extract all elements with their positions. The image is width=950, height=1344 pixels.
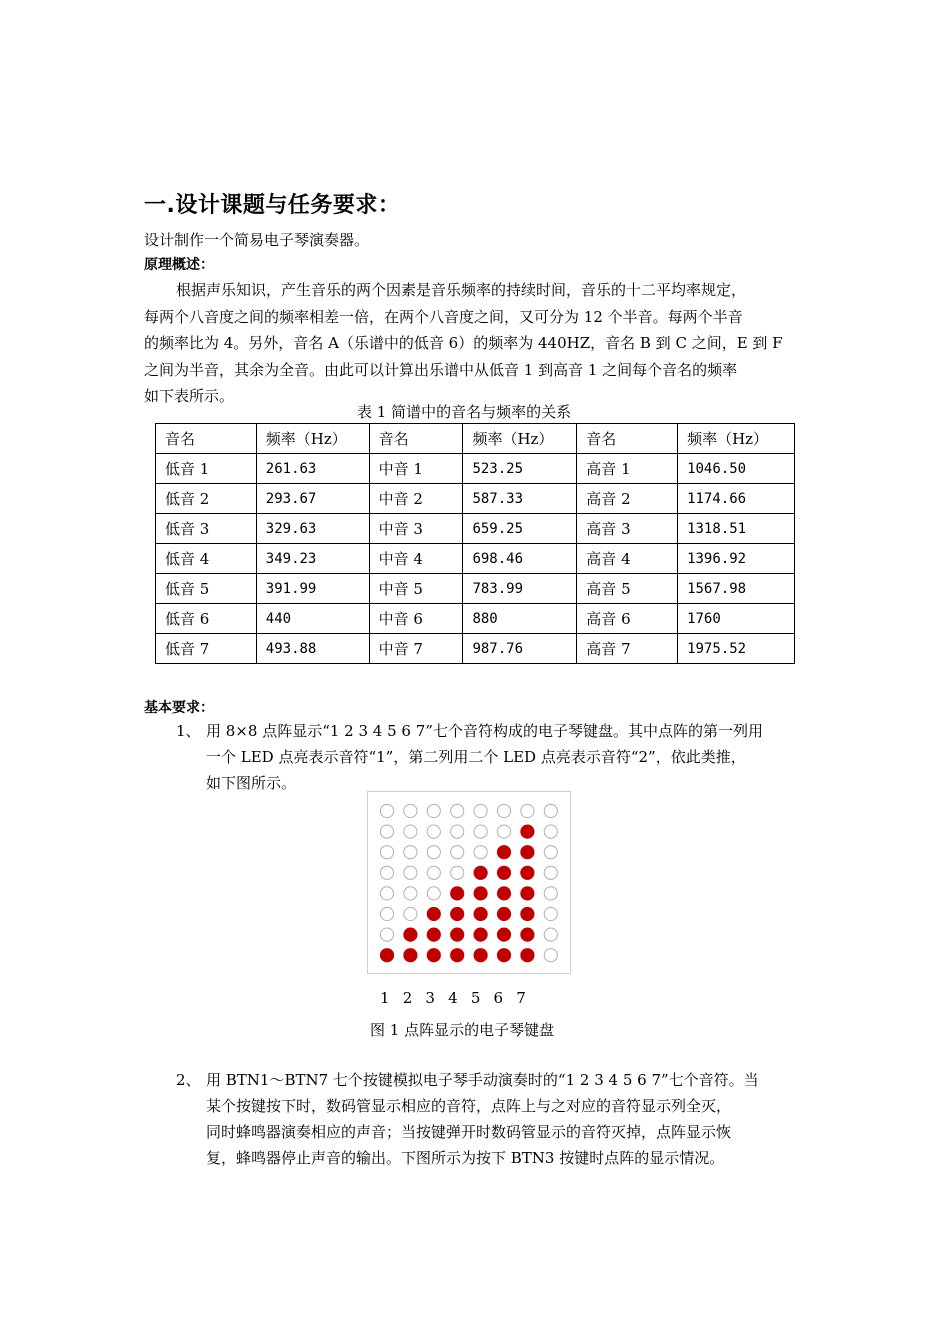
led-off: [544, 846, 557, 859]
item-line: 复，蜂鸣器停止声音的输出。下图所示为按下 BTN3 按键时点阵的显示情况。: [206, 1149, 725, 1167]
led-off: [544, 804, 557, 817]
led-off: [380, 907, 393, 920]
led-off: [451, 825, 464, 838]
led-off: [380, 825, 393, 838]
led-off: [474, 846, 487, 859]
table-header-cell: 频率（Hz）: [256, 424, 369, 454]
note-name-cell: 高音 7: [577, 634, 678, 664]
requirement-item-2: [176, 1067, 816, 1167]
table-row: [156, 484, 795, 514]
note-name-cell: 高音 6: [577, 604, 678, 634]
note-name-cell: 高音 3: [577, 514, 678, 544]
led-off: [497, 825, 510, 838]
frequency-cell: 440: [256, 604, 369, 634]
item-line: 如下图所示。: [206, 774, 297, 792]
led-off: [404, 866, 417, 879]
led-off: [427, 887, 440, 900]
led-on: [474, 887, 487, 900]
led-off: [451, 846, 464, 859]
led-off: [497, 804, 510, 817]
led-off: [380, 804, 393, 817]
frequency-cell: 391.99: [256, 574, 369, 604]
led-on: [521, 846, 534, 859]
note-name-cell: 低音 6: [156, 604, 257, 634]
led-off: [404, 825, 417, 838]
frequency-cell: 1174.66: [678, 484, 795, 514]
led-off: [427, 825, 440, 838]
note-name-cell: 中音 4: [369, 544, 463, 574]
principle-line: 每两个八音度之间的频率相差一倍，在两个八音度之间，又可分为 12 个半音。每两个半音: [144, 307, 743, 326]
led-on: [521, 825, 534, 838]
led-matrix-figure: [367, 791, 571, 974]
table-row: [156, 454, 795, 484]
frequency-cell: 1318.51: [678, 514, 795, 544]
principle-line: 如下表所示。: [144, 387, 235, 405]
item-number: 2、: [176, 1071, 201, 1089]
note-name-cell: 高音 1: [577, 454, 678, 484]
frequency-cell: 293.67: [256, 484, 369, 514]
led-off: [544, 949, 557, 962]
led-on: [451, 887, 464, 900]
led-off: [427, 866, 440, 879]
frequency-cell: 1396.92: [678, 544, 795, 574]
led-off: [380, 928, 393, 941]
led-on: [427, 907, 440, 920]
frequency-cell: 1567.98: [678, 574, 795, 604]
basic-requirements-title: 基本要求：: [144, 700, 214, 716]
led-on: [474, 928, 487, 941]
led-on: [474, 866, 487, 879]
item-line: 用 8×8 点阵显示“1 2 3 4 5 6 7”七个音符构成的电子琴键盘。其中点阵的第一列用: [206, 722, 763, 740]
table-row: [156, 634, 795, 664]
frequency-cell: 659.25: [463, 514, 577, 544]
principle-title: 原理概述：: [144, 257, 214, 273]
note-frequency-table: [155, 423, 795, 664]
table-header-cell: 音名: [577, 424, 678, 454]
led-off: [380, 866, 393, 879]
principle-line: 的频率比为 4。另外，音名 A（乐谱中的低音 6）的频率为 440HZ，音名 B 到 C 之间，E 到 F: [144, 334, 783, 352]
led-off: [404, 846, 417, 859]
item-line: 某个按键按下时，数码管显示相应的音符，点阵上与之对应的音符显示列全灭，: [206, 1097, 732, 1115]
table-caption: 表 1 简谱中的音名与频率的关系: [357, 403, 572, 421]
led-on: [451, 949, 464, 962]
frequency-cell: 1975.52: [678, 634, 795, 664]
frequency-cell: 783.99: [463, 574, 577, 604]
led-off: [404, 804, 417, 817]
table-row: [156, 514, 795, 544]
led-on: [451, 907, 464, 920]
note-name-cell: 中音 7: [369, 634, 463, 664]
table-header-row: [156, 424, 795, 454]
note-name-cell: 中音 1: [369, 454, 463, 484]
table-header-cell: 频率（Hz）: [678, 424, 795, 454]
frequency-cell: 698.46: [463, 544, 577, 574]
frequency-cell: 587.33: [463, 484, 577, 514]
led-on: [521, 907, 534, 920]
led-on: [497, 928, 510, 941]
frequency-cell: 261.63: [256, 454, 369, 484]
item-number: 1、: [176, 722, 201, 740]
item-text: [206, 1067, 816, 1171]
led-off: [474, 804, 487, 817]
note-name-cell: 高音 5: [577, 574, 678, 604]
table-row: [156, 604, 795, 634]
led-off: [451, 866, 464, 879]
led-on: [497, 846, 510, 859]
note-name-cell: 低音 2: [156, 484, 257, 514]
item-line: 用 BTN1～BTN7 七个按键模拟电子琴手动演奏时的“1 2 3 4 5 6 7”七个音符。当: [206, 1071, 759, 1089]
frequency-cell: 523.25: [463, 454, 577, 484]
led-off: [380, 846, 393, 859]
frequency-cell: 349.23: [256, 544, 369, 574]
note-name-cell: 中音 5: [369, 574, 463, 604]
frequency-cell: 987.76: [463, 634, 577, 664]
led-on: [427, 928, 440, 941]
table-header-cell: 音名: [156, 424, 257, 454]
note-name-cell: 中音 3: [369, 514, 463, 544]
led-off: [521, 804, 534, 817]
item-line: 同时蜂鸣器演奏相应的声音；当按键弹开时数码管显示的音符灭掉，点阵显示恢: [206, 1123, 732, 1141]
principle-line: 根据声乐知识，产生音乐的两个因素是音乐频率的持续时间，音乐的十二平均率规定，: [176, 281, 747, 299]
led-on: [521, 928, 534, 941]
led-on: [521, 866, 534, 879]
note-name-cell: 中音 2: [369, 484, 463, 514]
led-off: [427, 846, 440, 859]
led-on: [497, 949, 510, 962]
led-on: [497, 866, 510, 879]
led-on: [497, 907, 510, 920]
led-on: [521, 887, 534, 900]
led-on: [474, 949, 487, 962]
led-on: [404, 928, 417, 941]
note-name-cell: 低音 7: [156, 634, 257, 664]
note-name-cell: 低音 5: [156, 574, 257, 604]
table-row: [156, 544, 795, 574]
led-off: [427, 804, 440, 817]
led-off: [404, 887, 417, 900]
led-on: [451, 928, 464, 941]
led-off: [544, 887, 557, 900]
figure-column-labels: 1 2 3 4 5 6 7: [380, 989, 531, 1007]
led-off: [544, 928, 557, 941]
principle-paragraph: [144, 277, 814, 410]
led-on: [427, 949, 440, 962]
led-on: [474, 907, 487, 920]
intro-text: 设计制作一个简易电子琴演奏器。: [144, 231, 370, 249]
note-name-cell: 低音 4: [156, 544, 257, 574]
item-line: 一个 LED 点亮表示音符“1”，第二列用二个 LED 点亮表示音符“2”，依此类推，: [206, 748, 746, 766]
led-on: [497, 887, 510, 900]
led-off: [380, 887, 393, 900]
table-header-cell: 音名: [369, 424, 463, 454]
section-heading: 一.设计课题与任务要求：: [144, 193, 401, 218]
led-on: [380, 949, 393, 962]
figure-caption: 图 1 点阵显示的电子琴键盘: [370, 1021, 555, 1039]
frequency-cell: 493.88: [256, 634, 369, 664]
frequency-cell: 1760: [678, 604, 795, 634]
requirement-item-1: [176, 718, 816, 798]
note-name-cell: 中音 6: [369, 604, 463, 634]
led-off: [544, 907, 557, 920]
led-matrix: [368, 792, 570, 973]
item-text: [206, 718, 816, 796]
led-off: [544, 866, 557, 879]
led-off: [474, 825, 487, 838]
frequency-cell: 329.63: [256, 514, 369, 544]
frequency-cell: 1046.50: [678, 454, 795, 484]
frequency-cell: 880: [463, 604, 577, 634]
led-off: [544, 825, 557, 838]
note-name-cell: 高音 2: [577, 484, 678, 514]
principle-line: 之间为半音，其余为全音。由此可以计算出乐谱中从低音 1 到高音 1 之间每个音名的频率: [144, 360, 738, 379]
table-row: [156, 574, 795, 604]
led-on: [521, 949, 534, 962]
note-name-cell: 低音 1: [156, 454, 257, 484]
note-name-cell: 高音 4: [577, 544, 678, 574]
led-on: [404, 949, 417, 962]
table-header-cell: 频率（Hz）: [463, 424, 577, 454]
led-off: [404, 907, 417, 920]
note-name-cell: 低音 3: [156, 514, 257, 544]
led-off: [451, 804, 464, 817]
